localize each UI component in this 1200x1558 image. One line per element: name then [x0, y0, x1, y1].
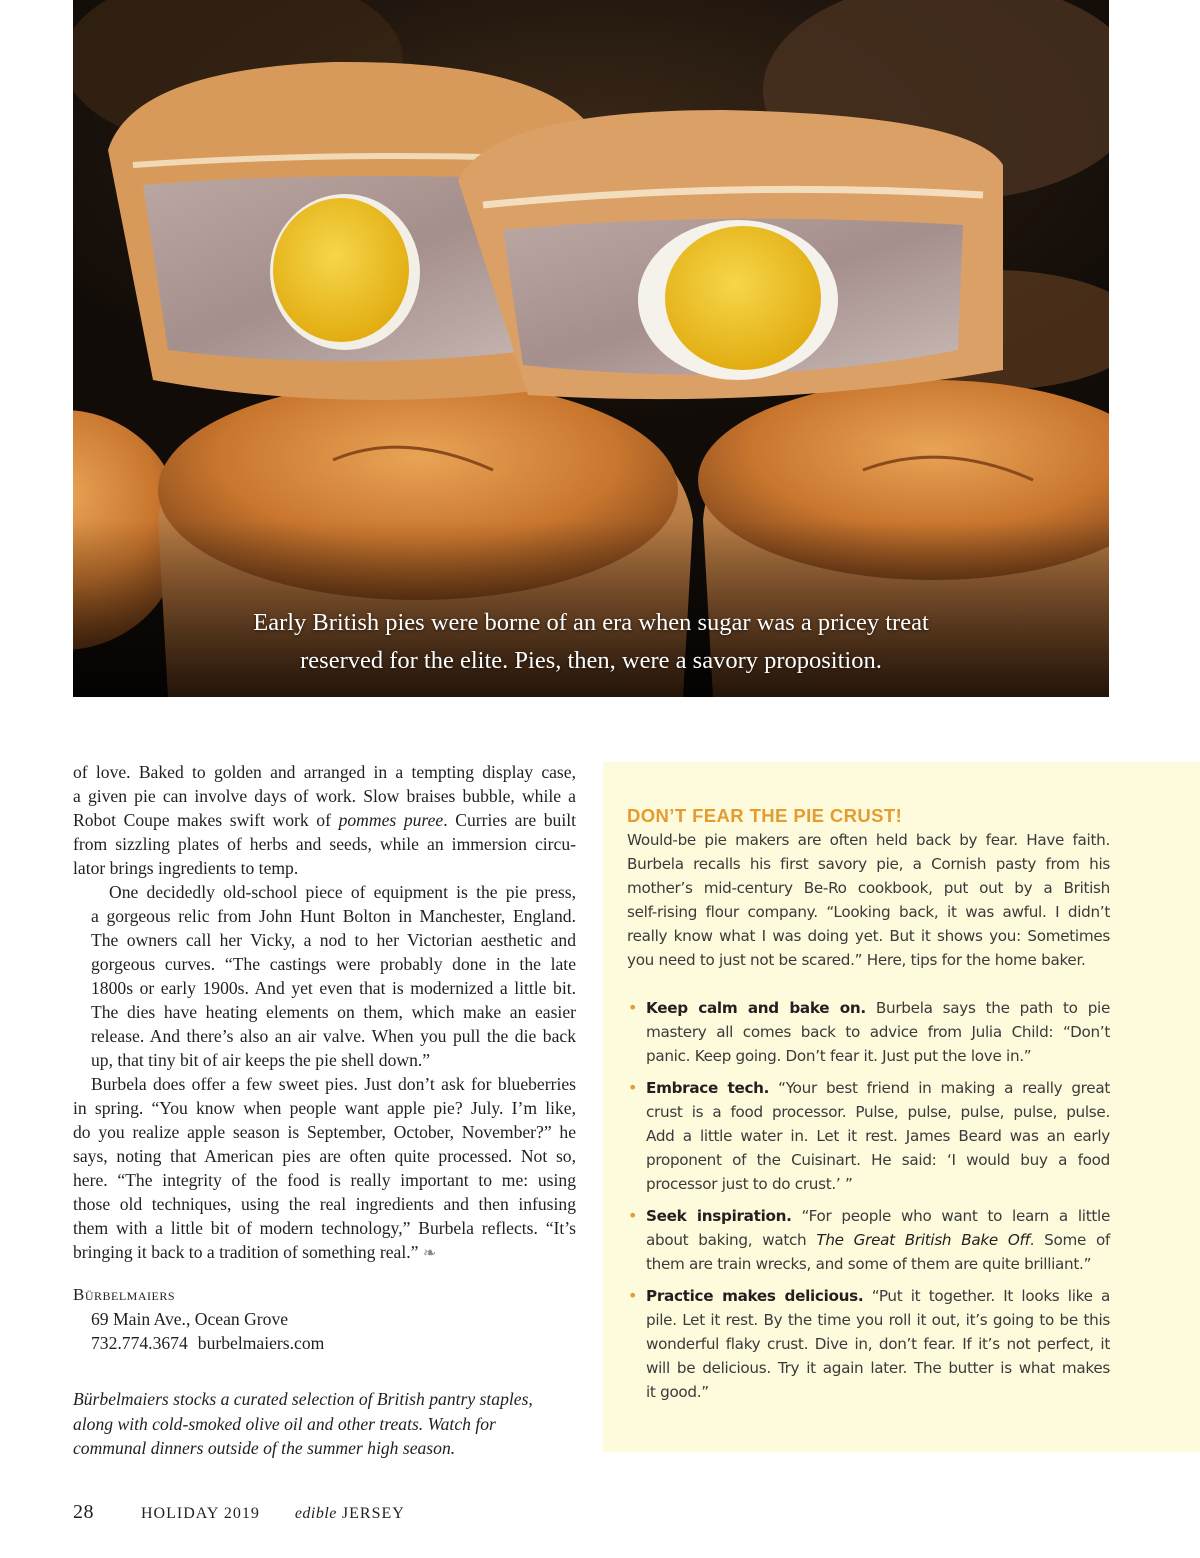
note-line: Bürbelmaiers stocks a curated selection of British pantry staples, — [73, 1389, 533, 1409]
text-run: about baking, watch — [646, 1231, 817, 1249]
magazine-name-italic: edible — [294, 1505, 337, 1522]
hero-photo — [73, 0, 1109, 697]
text-line: them with a little bit of modern technology,” Burbela reflects. “It’s — [73, 1218, 576, 1238]
page-folio — [73, 1500, 405, 1526]
text-line: will be delicious. Try it again later. The butter is what makes — [646, 1359, 1110, 1377]
text-line: you need to just not be scared.” Here, tips for the home baker. — [627, 951, 1086, 969]
text-line — [646, 1076, 1110, 1100]
text-line: pile. Let it rest. By the time you roll it out, it’s going to be this — [646, 1311, 1110, 1329]
text-line — [73, 1240, 576, 1266]
tips-list — [627, 996, 1110, 1404]
text-run: “For people who want to learn a little — [791, 1207, 1110, 1225]
text-run: Burbela says the path to pie — [865, 999, 1110, 1017]
text-line: it good.” — [646, 1383, 709, 1401]
photo-caption — [173, 604, 1009, 680]
sidebar-intro — [627, 828, 1110, 972]
bullet-icon: • — [628, 1286, 638, 1305]
tip-item — [627, 1284, 1110, 1404]
text-line — [646, 1204, 1110, 1228]
sidebar-content — [627, 804, 1110, 1412]
venue-phone: 732.774.3674 — [91, 1333, 188, 1353]
tip-heading: Seek inspiration. — [646, 1207, 792, 1225]
text-line: in spring. “You know when people want apple pie? July. I’m like, — [73, 1098, 576, 1118]
text-line: says, noting that American pies are often quite processed. Not so, — [73, 1146, 576, 1166]
venue-note — [73, 1387, 553, 1461]
text-line: from sizzling plates of herbs and seeds, while an immersion circu- — [73, 834, 576, 854]
tip-item — [627, 1204, 1110, 1276]
text-run: . Curries are built — [443, 810, 577, 830]
tip-heading: Embrace tech. — [646, 1079, 770, 1097]
text-run: . Some of — [1029, 1231, 1111, 1249]
text-line — [646, 1284, 1110, 1308]
note-line: communal dinners outside of the summer high season. — [73, 1438, 456, 1458]
caption-line: reserved for the elite. Pies, then, were a savory proposition. — [300, 647, 882, 674]
text-line: mastery all comes back to advice from Julia Child: “Don’t — [646, 1023, 1110, 1041]
text-line: do you realize apple season is September, October, November?” he — [73, 1122, 576, 1142]
text-line: them are train wrecks, and some of them are quite brilliant.” — [646, 1255, 1092, 1273]
text-line: wonderful flaky crust. Dive in, don’t fear. If it’s not perfect, it — [646, 1335, 1110, 1353]
end-mark-icon: ❧ — [422, 1245, 437, 1262]
text-line: Add a little water in. Let it rest. James Beard was an early — [646, 1127, 1110, 1145]
text-run: Robot Coupe makes swift work of — [73, 810, 339, 830]
article-paragraph — [73, 1072, 576, 1266]
pork-pies-illustration — [73, 0, 1109, 697]
text-line: Burbela recalls his first savory pie, a Cornish pasty from his — [627, 855, 1110, 873]
text-line: panic. Keep going. Don’t fear it. Just put the love in.” — [646, 1047, 1032, 1065]
sidebar-title: DON’T FEAR THE PIE CRUST! — [627, 805, 903, 826]
tip-item — [627, 1076, 1110, 1196]
venue-contact — [73, 1331, 324, 1355]
text-line: self-rising flour company. “Looking back, it was awful. I didn’t — [627, 903, 1110, 921]
caption-line: Early British pies were borne of an era when sugar was a pricey treat — [253, 609, 929, 636]
text-line: 1800s or early 1900s. And yet even that is modernized a little bit. — [91, 978, 576, 998]
text-line: those old techniques, using the real ingredients and then infusing — [73, 1194, 576, 1214]
text-line: here. “The integrity of the food is really important to me: using — [73, 1170, 576, 1190]
text-line: of love. Baked to golden and arranged in a tempting display case, — [73, 762, 576, 782]
text-line: processor just to do crust.’ ” — [646, 1175, 853, 1193]
article-body — [73, 760, 576, 1266]
text-line: release. And there’s also an air valve. When you pull the die back — [91, 1026, 576, 1046]
magazine-name-caps: JERSEY — [341, 1505, 405, 1522]
text-line: The owners call her Vicky, a nod to her Victorian aesthetic and — [91, 930, 576, 950]
text-run: “Your best friend in making a really great — [769, 1079, 1110, 1097]
tip-heading: Keep calm and bake on. — [646, 999, 866, 1017]
text-run: “Put it together. It looks like a — [863, 1287, 1111, 1305]
text-line — [646, 996, 1110, 1020]
italic-term: pommes puree — [338, 810, 444, 830]
bullet-icon: • — [628, 1078, 638, 1097]
page-number: 28 — [73, 1501, 94, 1523]
bullet-icon: • — [628, 998, 638, 1017]
issue-label: HOLIDAY 2019 — [141, 1505, 260, 1522]
venue-address: 69 Main Ave., Ocean Grove — [91, 1309, 289, 1329]
venue-website[interactable]: burbelmaiers.com — [197, 1333, 325, 1353]
text-line: Burbela does offer a few sweet pies. Just don’t ask for blueberries — [91, 1074, 576, 1094]
text-line: mother’s mid-century Be-Ro cookbook, put out by a British — [627, 879, 1110, 897]
text-line: Would-be pie makers are often held back by fear. Have faith. — [627, 831, 1110, 849]
text-line: up, that tiny bit of air keeps the pie shell down.” — [91, 1050, 431, 1070]
text-line — [646, 1228, 1110, 1252]
text-line: proponent of the Cuisinart. He said: ‘I would buy a food — [646, 1151, 1110, 1169]
text-line: a given pie can involve days of work. Slow braises bubble, while a — [73, 786, 576, 806]
show-title: The Great British Bake Off — [816, 1231, 1030, 1249]
venue-info — [73, 1283, 324, 1355]
tip-heading: Practice makes delicious. — [646, 1287, 864, 1305]
text-line: gorgeous curves. “The castings were probably done in the late — [91, 954, 576, 974]
note-line: along with cold-smoked olive oil and other treats. Watch for — [73, 1413, 496, 1434]
text-line — [73, 808, 576, 832]
text-line: The dies have heating elements on them, which make an easier — [91, 1002, 576, 1022]
article-paragraph — [73, 880, 576, 1072]
text-line: lator brings ingredients to temp. — [73, 858, 299, 878]
tip-item — [627, 996, 1110, 1068]
article-paragraph — [73, 760, 576, 880]
text-line: really know what I was doing yet. But it shows you: Sometimes — [627, 927, 1110, 945]
venue-name: Bürbelmaiers — [73, 1285, 176, 1304]
text-line: One decidedly old-school piece of equipment is the pie press, — [109, 882, 576, 902]
tips-sidebar — [603, 762, 1200, 1452]
text-run: bringing it back to a tradition of something real.” — [73, 1242, 419, 1262]
text-line: a gorgeous relic from John Hunt Bolton in Manchester, England. — [91, 906, 576, 926]
text-line: crust is a food processor. Pulse, pulse, pulse, pulse, pulse. — [646, 1103, 1110, 1121]
bullet-icon: • — [628, 1206, 638, 1225]
